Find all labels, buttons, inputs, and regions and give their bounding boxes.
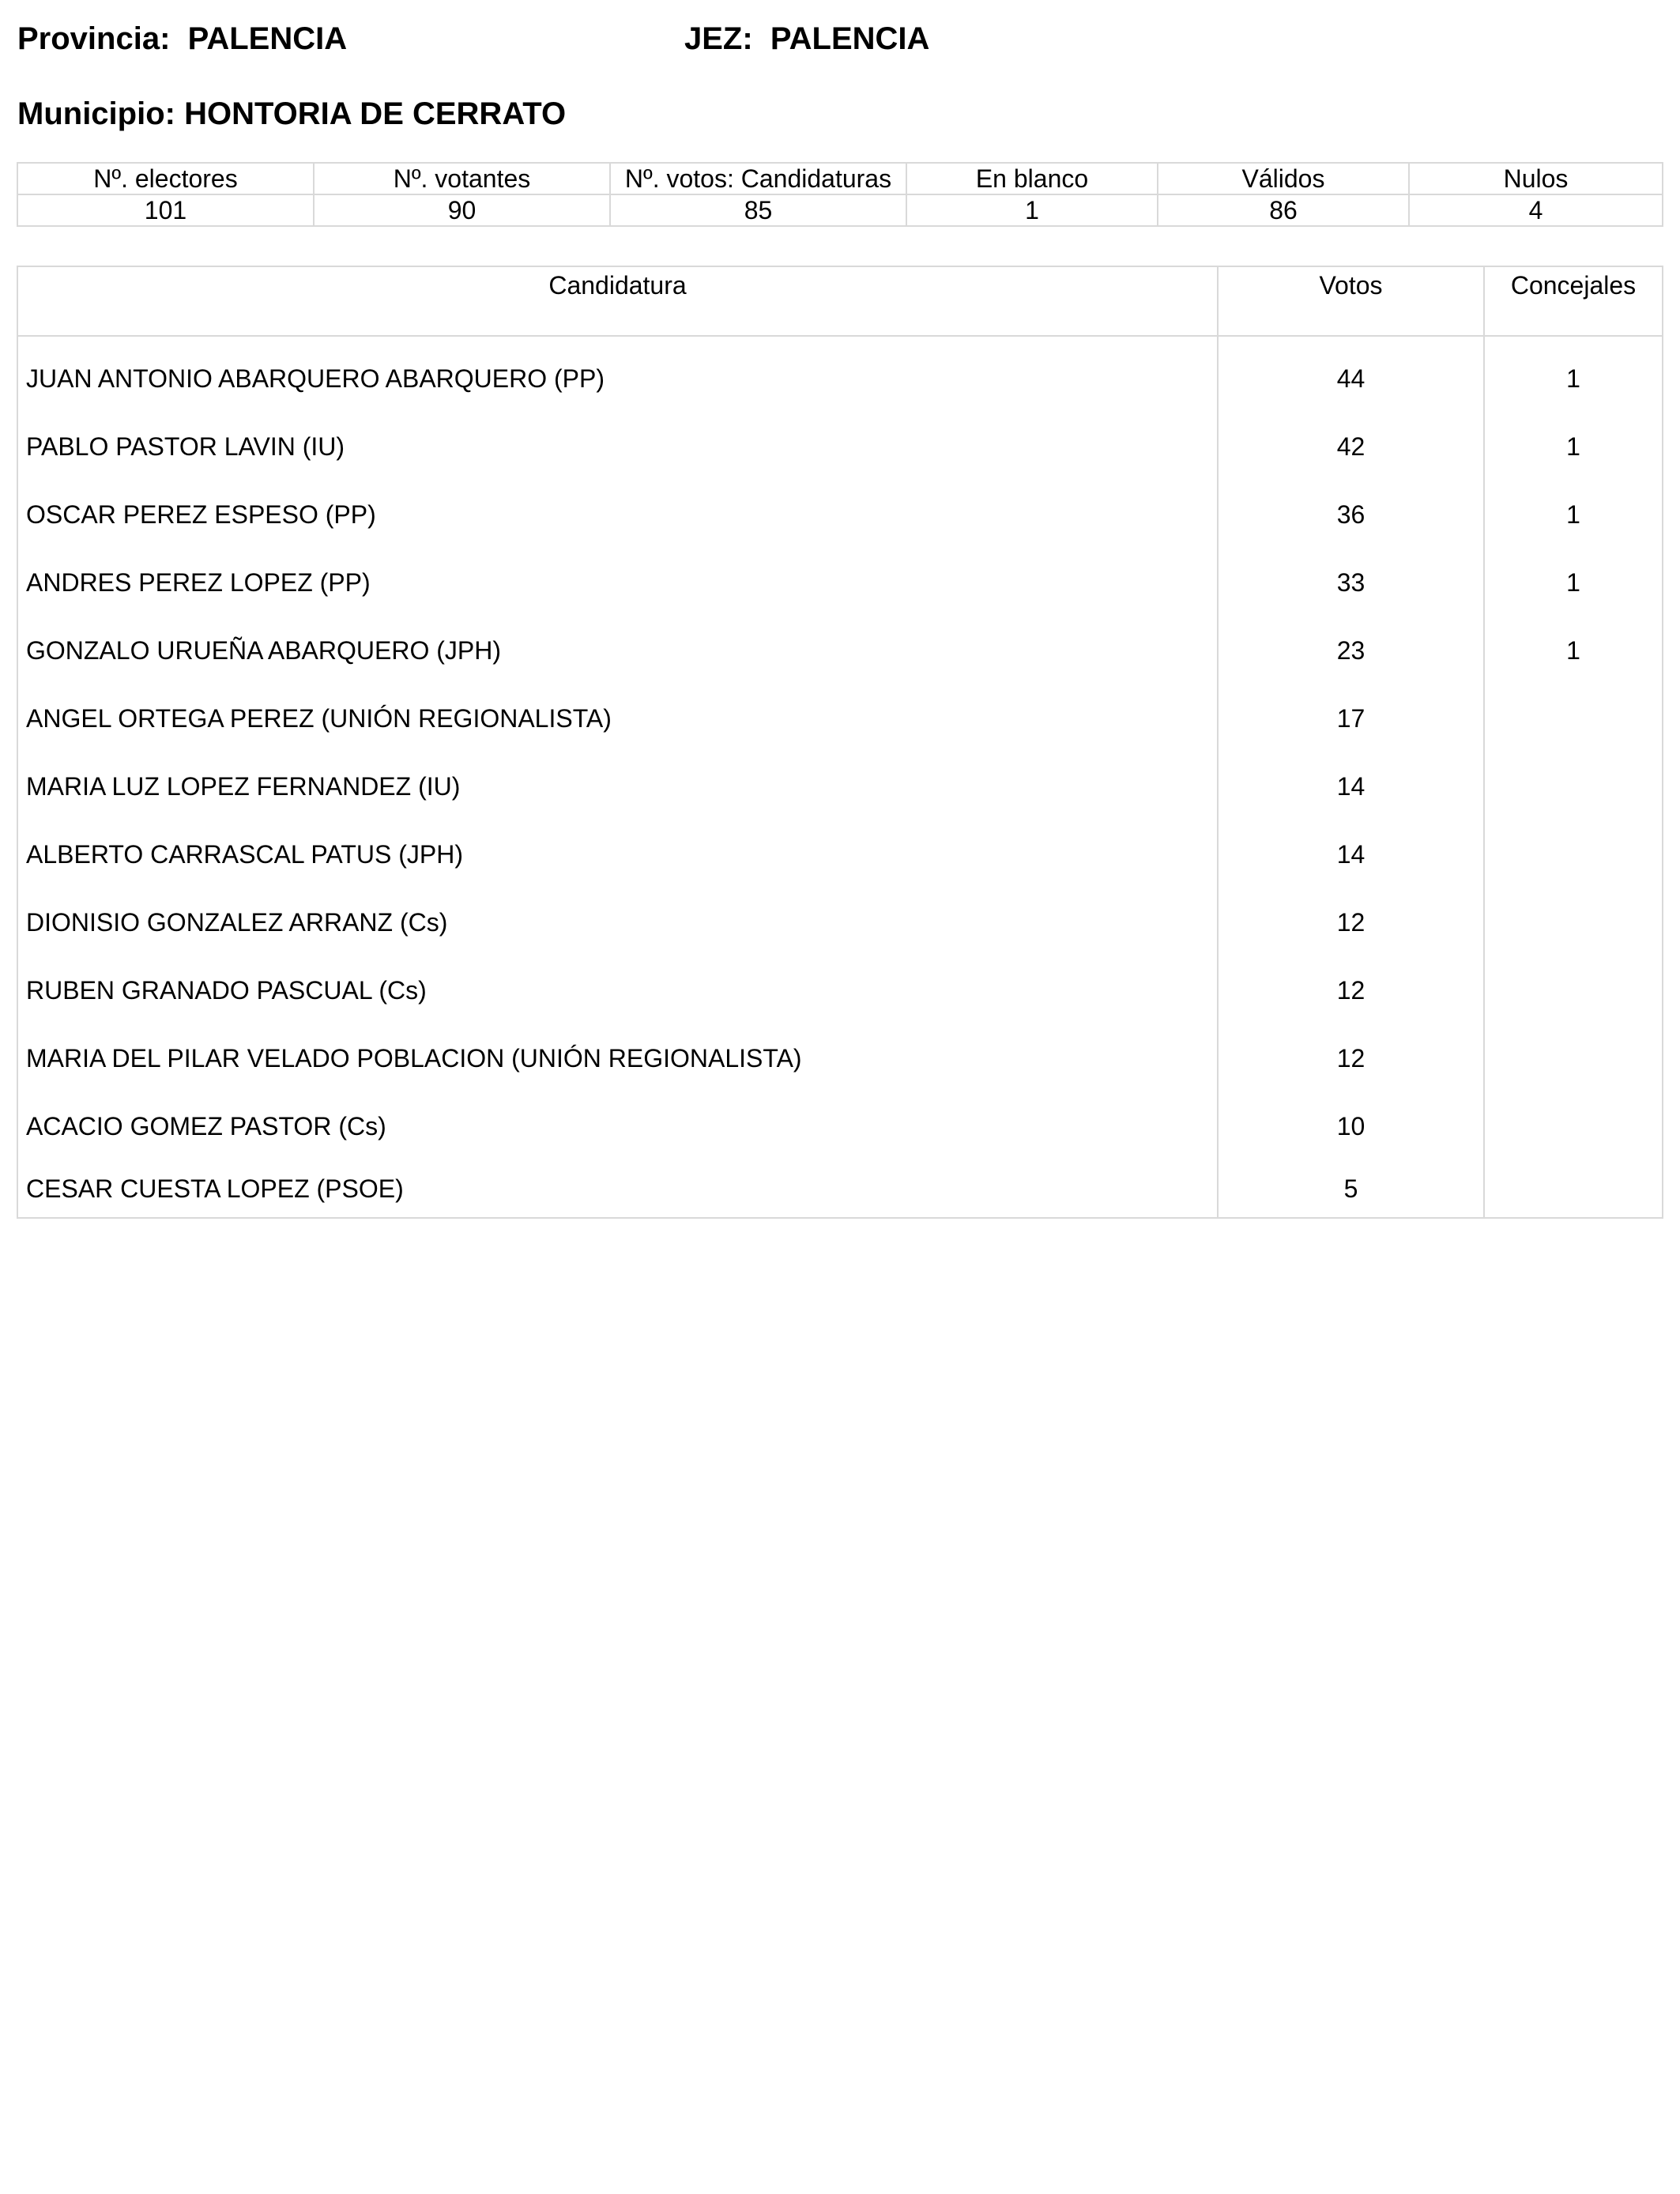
results-header-concejales: Concejales xyxy=(1484,266,1663,336)
candidate-name: ANGEL ORTEGA PEREZ (UNIÓN REGIONALISTA) xyxy=(17,684,1218,752)
candidate-name: MARIA LUZ LOPEZ FERNANDEZ (IU) xyxy=(17,752,1218,820)
summary-header-row xyxy=(17,163,1663,194)
jez-heading: JEZ: PALENCIA xyxy=(684,21,930,56)
results-header-votos: Votos xyxy=(1218,266,1484,336)
candidate-concejales xyxy=(1484,888,1663,956)
summary-value-votos-candidaturas: 85 xyxy=(610,194,906,226)
candidate-name: OSCAR PEREZ ESPESO (PP) xyxy=(17,481,1218,548)
candidate-concejales: 1 xyxy=(1484,336,1663,413)
candidate-votos: 17 xyxy=(1218,684,1484,752)
table-row xyxy=(17,1160,1663,1218)
table-row xyxy=(17,956,1663,1024)
candidate-concejales: 1 xyxy=(1484,548,1663,616)
table-row xyxy=(17,1024,1663,1092)
municipio-heading: Municipio: HONTORIA DE CERRATO xyxy=(17,96,567,131)
candidate-concejales: 1 xyxy=(1484,481,1663,548)
candidate-concejales xyxy=(1484,1160,1663,1218)
summary-header-en-blanco: En blanco xyxy=(906,163,1158,194)
summary-value-validos: 86 xyxy=(1158,194,1409,226)
summary-value-electores: 101 xyxy=(17,194,314,226)
candidate-name: DIONISIO GONZALEZ ARRANZ (Cs) xyxy=(17,888,1218,956)
results-header-row xyxy=(17,266,1663,336)
candidate-votos: 12 xyxy=(1218,888,1484,956)
candidate-name: ACACIO GOMEZ PASTOR (Cs) xyxy=(17,1092,1218,1160)
table-row xyxy=(17,684,1663,752)
table-row xyxy=(17,336,1663,413)
candidate-votos: 10 xyxy=(1218,1092,1484,1160)
table-row xyxy=(17,616,1663,684)
candidate-name: MARIA DEL PILAR VELADO POBLACION (UNIÓN REGIONALISTA) xyxy=(17,1024,1218,1092)
candidate-votos: 23 xyxy=(1218,616,1484,684)
candidate-votos: 36 xyxy=(1218,481,1484,548)
candidate-name: CESAR CUESTA LOPEZ (PSOE) xyxy=(17,1160,1218,1218)
table-row xyxy=(17,820,1663,888)
candidate-concejales: 1 xyxy=(1484,413,1663,481)
candidate-concejales xyxy=(1484,1092,1663,1160)
summary-value-row xyxy=(17,194,1663,226)
candidate-name: PABLO PASTOR LAVIN (IU) xyxy=(17,413,1218,481)
summary-value-nulos: 4 xyxy=(1409,194,1663,226)
table-row xyxy=(17,1092,1663,1160)
table-row xyxy=(17,752,1663,820)
summary-value-en-blanco: 1 xyxy=(906,194,1158,226)
summary-header-votantes: Nº. votantes xyxy=(314,163,610,194)
summary-header-nulos: Nulos xyxy=(1409,163,1663,194)
candidate-votos: 44 xyxy=(1218,336,1484,413)
results-header-candidatura: Candidatura xyxy=(17,266,1218,336)
candidate-concejales: 1 xyxy=(1484,616,1663,684)
candidate-votos: 42 xyxy=(1218,413,1484,481)
candidate-votos: 12 xyxy=(1218,1024,1484,1092)
summary-value-votantes: 90 xyxy=(314,194,610,226)
results-table xyxy=(17,266,1663,1219)
table-row xyxy=(17,481,1663,548)
candidate-votos: 14 xyxy=(1218,752,1484,820)
provincia-heading: Provincia: PALENCIA xyxy=(17,21,348,56)
summary-header-validos: Válidos xyxy=(1158,163,1409,194)
summary-header-votos-candidaturas: Nº. votos: Candidaturas xyxy=(610,163,906,194)
candidate-votos: 5 xyxy=(1218,1160,1484,1218)
summary-header-electores: Nº. electores xyxy=(17,163,314,194)
candidate-concejales xyxy=(1484,752,1663,820)
candidate-concejales xyxy=(1484,684,1663,752)
candidate-name: ALBERTO CARRASCAL PATUS (JPH) xyxy=(17,820,1218,888)
candidate-name: ANDRES PEREZ LOPEZ (PP) xyxy=(17,548,1218,616)
candidate-name: RUBEN GRANADO PASCUAL (Cs) xyxy=(17,956,1218,1024)
summary-table xyxy=(17,162,1663,227)
candidate-concejales xyxy=(1484,1024,1663,1092)
candidate-name: GONZALO URUEÑA ABARQUERO (JPH) xyxy=(17,616,1218,684)
candidate-concejales xyxy=(1484,956,1663,1024)
candidate-votos: 14 xyxy=(1218,820,1484,888)
candidate-votos: 12 xyxy=(1218,956,1484,1024)
table-row xyxy=(17,413,1663,481)
candidate-votos: 33 xyxy=(1218,548,1484,616)
table-row xyxy=(17,548,1663,616)
candidate-concejales xyxy=(1484,820,1663,888)
candidate-name: JUAN ANTONIO ABARQUERO ABARQUERO (PP) xyxy=(17,336,1218,413)
table-row xyxy=(17,888,1663,956)
